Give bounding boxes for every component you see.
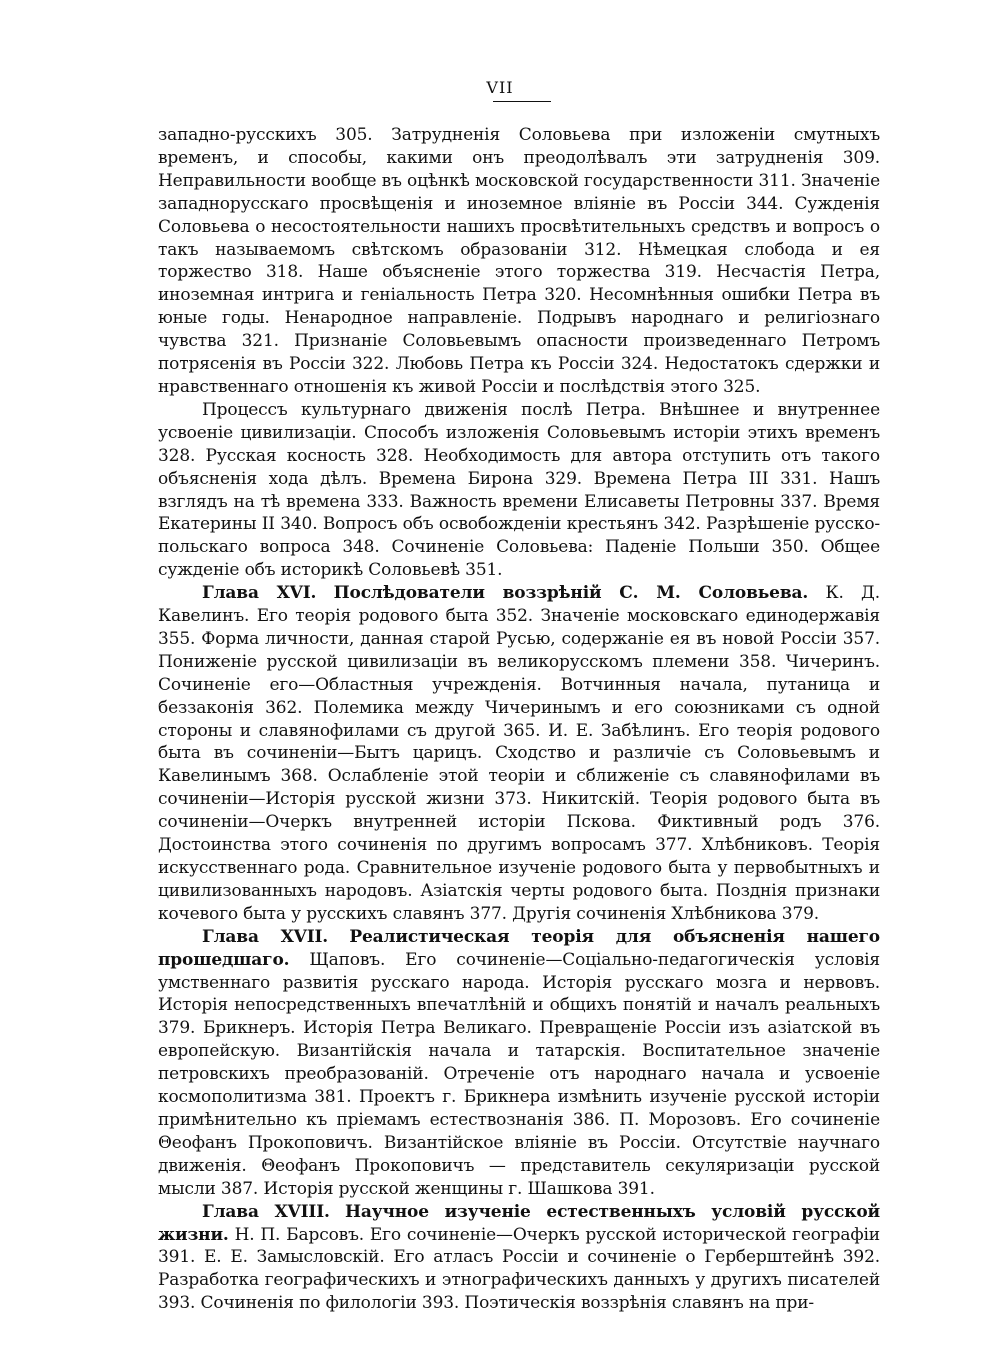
chapter-text: Н. П. Барсовъ. Его сочиненіе—Очеркъ русской исторической географіи 391. Е. Е. Замысловскій. Его атласъ Россіи и сочиненіе о Герберштейнѣ 392. Разработка географическихъ и этнографическихъ данныхъ у другихъ писателей 393. Сочиненія по филологіи 393. Поэтическія воззрѣнія славянъ на при- <box>158 1224 880 1314</box>
chapter-text: К. Д. Кавелинъ. Его теорія родового быта 352. Значеніе московскаго единодержавія 355. Форма личности, данная старой Русью, содержаніе ея въ новой Россіи 357. Пониженіе русской цивилизаціи въ великорусскомъ племени 358. Чичеринъ. Сочиненіе его—Областныя учрежденія. Вотчинныя начала, путаница и беззаконія 362. Полемика между Чичеринымъ и его союзниками съ одной стороны и славянофилами съ другой 365. И. Е. Забѣлинъ. Его теорія родового быта въ сочиненіи—Бытъ царицъ. Сходство и различіе съ Соловьевымъ и Кавелинымъ 368. Ослабленіе этой теоріи и сближеніе съ славянофилами въ сочиненіи—Исторія русской жизни 373. Никитскій. Теорія родового быта въ сочиненіи—Очеркъ внутренней исторіи Пскова. Фиктивный родъ 376. Достоинства этого сочиненія по другимъ вопросамъ 377. Хлѣбниковъ. Теорія искусственнаго рода. Сравнительное изученіе родового быта у первобытныхъ и цивилизованныхъ народовъ. Азіатскія черты родового быта. Позднія признаки кочевого быта у русскихъ славянъ 377. Другія сочиненія Хлѣбникова 379. <box>158 583 880 924</box>
page-number: VII <box>486 78 514 97</box>
paragraph-continuation <box>158 124 880 399</box>
chapter-label: Глава XVIII. <box>202 1201 330 1222</box>
body-text <box>158 124 880 1315</box>
chapter-label: Глава XVI. <box>202 583 317 604</box>
header-rule <box>493 101 551 102</box>
chapter-xvi <box>158 582 880 926</box>
chapter-xviii <box>158 1201 880 1316</box>
paragraph-cultural-movement <box>158 399 880 582</box>
paragraph-text: Процессъ культурнаго движенія послѣ Петра. Внѣшнее и внутреннее усвоеніе цивилизаціи. Способъ изложенія Соловьевымъ исторіи этихъ временъ 328. Русская косность 328. Необходимость для автора отступить отъ такого объясненія хода дѣлъ. Времена Бирона 329. Времена Петра III 331. Нашъ взглядъ на тѣ времена 333. Важность времени Елисаветы Петровны 337. Время Екатерины II 340. Вопросъ объ освобожденіи крестьянъ 342. Разрѣшеніе русско-польскаго вопроса 348. Сочиненіе Соловьева: Паденіе Польши 350. Общее сужденіе объ историкѣ Соловьевѣ 351. <box>158 399 880 581</box>
chapter-title: Научное изученіе естественныхъ условій русской жизни. <box>158 1201 880 1245</box>
chapter-xvii <box>158 926 880 1201</box>
chapter-label: Глава XVII. <box>202 926 329 947</box>
chapter-title: Реалистическая теорія для объясненія нашего прошедшаго. <box>158 926 880 970</box>
chapter-text: Щаповъ. Его сочиненіе—Соціально-педагогическія условія умственнаго развитія русскаго народа. Исторія русскаго мозга и нервовъ. Исторія непосредственныхъ впечатлѣній и общихъ понятій и началъ реальныхъ 379. Брикнеръ. Исторія Петра Великаго. Превращеніе Россіи изъ азіатской въ европейскую. Византійскія начала и татарскія. Воспитательное значеніе петровскихъ преобразованій. Отреченіе отъ народнаго начала и усвоеніе космополитизма 381. Проектъ г. Брикнера измѣнить изученіе русской исторіи примѣнительно къ пріемамъ естествознанія 386. П. Морозовъ. Его сочиненіе Θеофанъ Прокоповичъ. Византійское вліяніе въ Россіи. Отсутствіе научнаго движенія. Θеофанъ Прокоповичъ — представитель секуляризаціи русской мысли 387. Исторія русской женщины г. Шашкова 391. <box>158 949 880 1199</box>
paragraph-text: западно-русскихъ 305. Затрудненія Соловьева при изложеніи смутныхъ временъ, и способы, какими онъ преодолѣвалъ эти затрудненія 309. Неправильности вообще въ оцѣнкѣ московской государственности 311. Значеніе западнорусскаго просвѣщенія и иноземное вліяніе въ Россіи 344. Сужденія Соловьева о несостоятельности нашихъ просвѣтительныхъ средствъ и вопросъ о такъ называемомъ свѣтскомъ образованіи 312. Нѣмецкая слобода и ея торжество 318. Наше объясненіе этого торжества 319. Несчастія Петра, иноземная интрига и геніальность Петра 320. Несомнѣнныя ошибки Петра въ юные годы. Ненародное направленіе. Подрывъ народнаго и религіознаго чувства 321. Признаніе Соловьевымъ опасности произведеннаго Петромъ потрясенія въ Россіи 322. Любовь Петра къ Россіи 324. Недостатокъ сдержки и нравственнаго отношенія къ живой Россіи и послѣдствія этого 325. <box>158 125 880 397</box>
chapter-title: Послѣдователи воззрѣній С. М. Соловьева. <box>333 583 809 604</box>
